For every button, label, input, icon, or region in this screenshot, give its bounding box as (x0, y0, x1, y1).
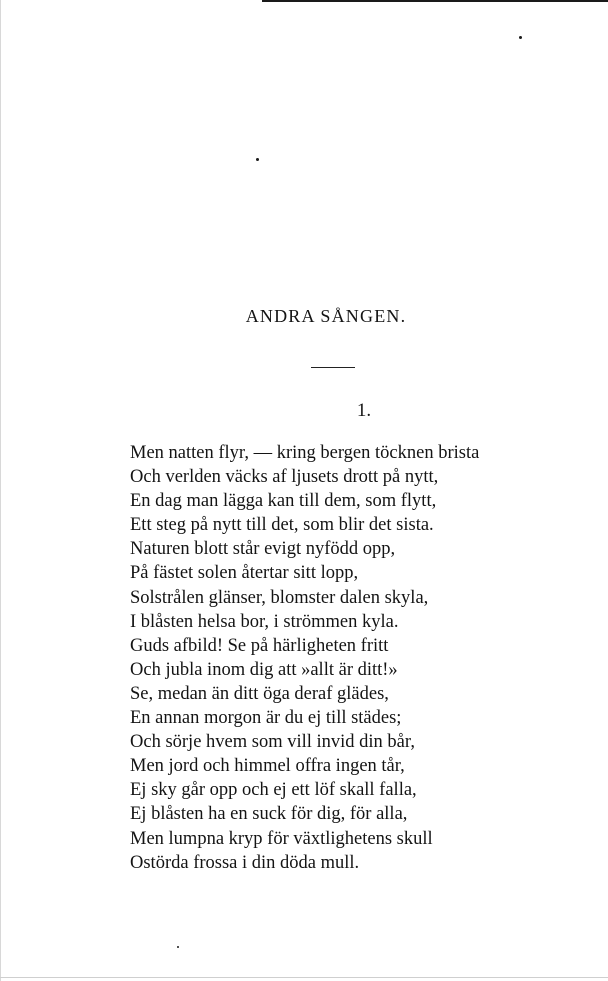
verse-line: Och sörje hvem som vill invid din bår, (130, 732, 415, 753)
ink-speck (256, 158, 259, 161)
verse-line: I blåsten helsa bor, i strömmen kyla. (130, 611, 399, 632)
poem-verse (130, 441, 600, 875)
verse-line: Och verlden väcks af ljusets drott på nytt, (130, 467, 439, 488)
verse-line: Men natten flyr, — kring bergen töcknen brista (130, 443, 480, 463)
verse-line: Men lumpna kryp för växtlighetens skull (130, 828, 433, 849)
verse-line: En dag man lägga kan till dem, som flytt, (130, 491, 437, 512)
verse-line: Ostörda frossa i din döda mull. (130, 852, 360, 873)
verse-line: Ej sky går opp och ej ett löf skall falla, (130, 780, 417, 801)
verse-line: Solstrålen glänser, blomster dalen skyla, (130, 587, 429, 608)
ink-speck (177, 946, 179, 948)
verse-line: På fästet solen återtar sitt lopp, (130, 563, 359, 584)
verse-line: Ej blåsten ha en suck för dig, för alla, (130, 804, 408, 825)
verse-line: Naturen blott står evigt nyfödd opp, (130, 539, 396, 560)
top-rule (262, 0, 608, 2)
page-title: ANDRA SÅNGEN. (245, 306, 407, 326)
left-page-edge (0, 0, 1, 981)
verse-line: Men jord och himmel offra ingen tår, (130, 756, 405, 777)
verse-line: En annan morgon är du ej till städes; (130, 708, 402, 729)
verse-line: Ett steg på nytt till det, som blir det sista. (130, 515, 434, 536)
verse-line: Guds afbild! Se på härligheten fritt (130, 635, 389, 656)
ink-speck (519, 36, 522, 39)
verse-line: Och jubla inom dig att »allt är ditt!» (130, 659, 398, 680)
section-number: 1. (356, 400, 372, 421)
verse-line: Se, medan än ditt öga deraf glädes, (130, 683, 389, 704)
title-divider (311, 367, 355, 368)
bottom-rule (0, 977, 608, 978)
